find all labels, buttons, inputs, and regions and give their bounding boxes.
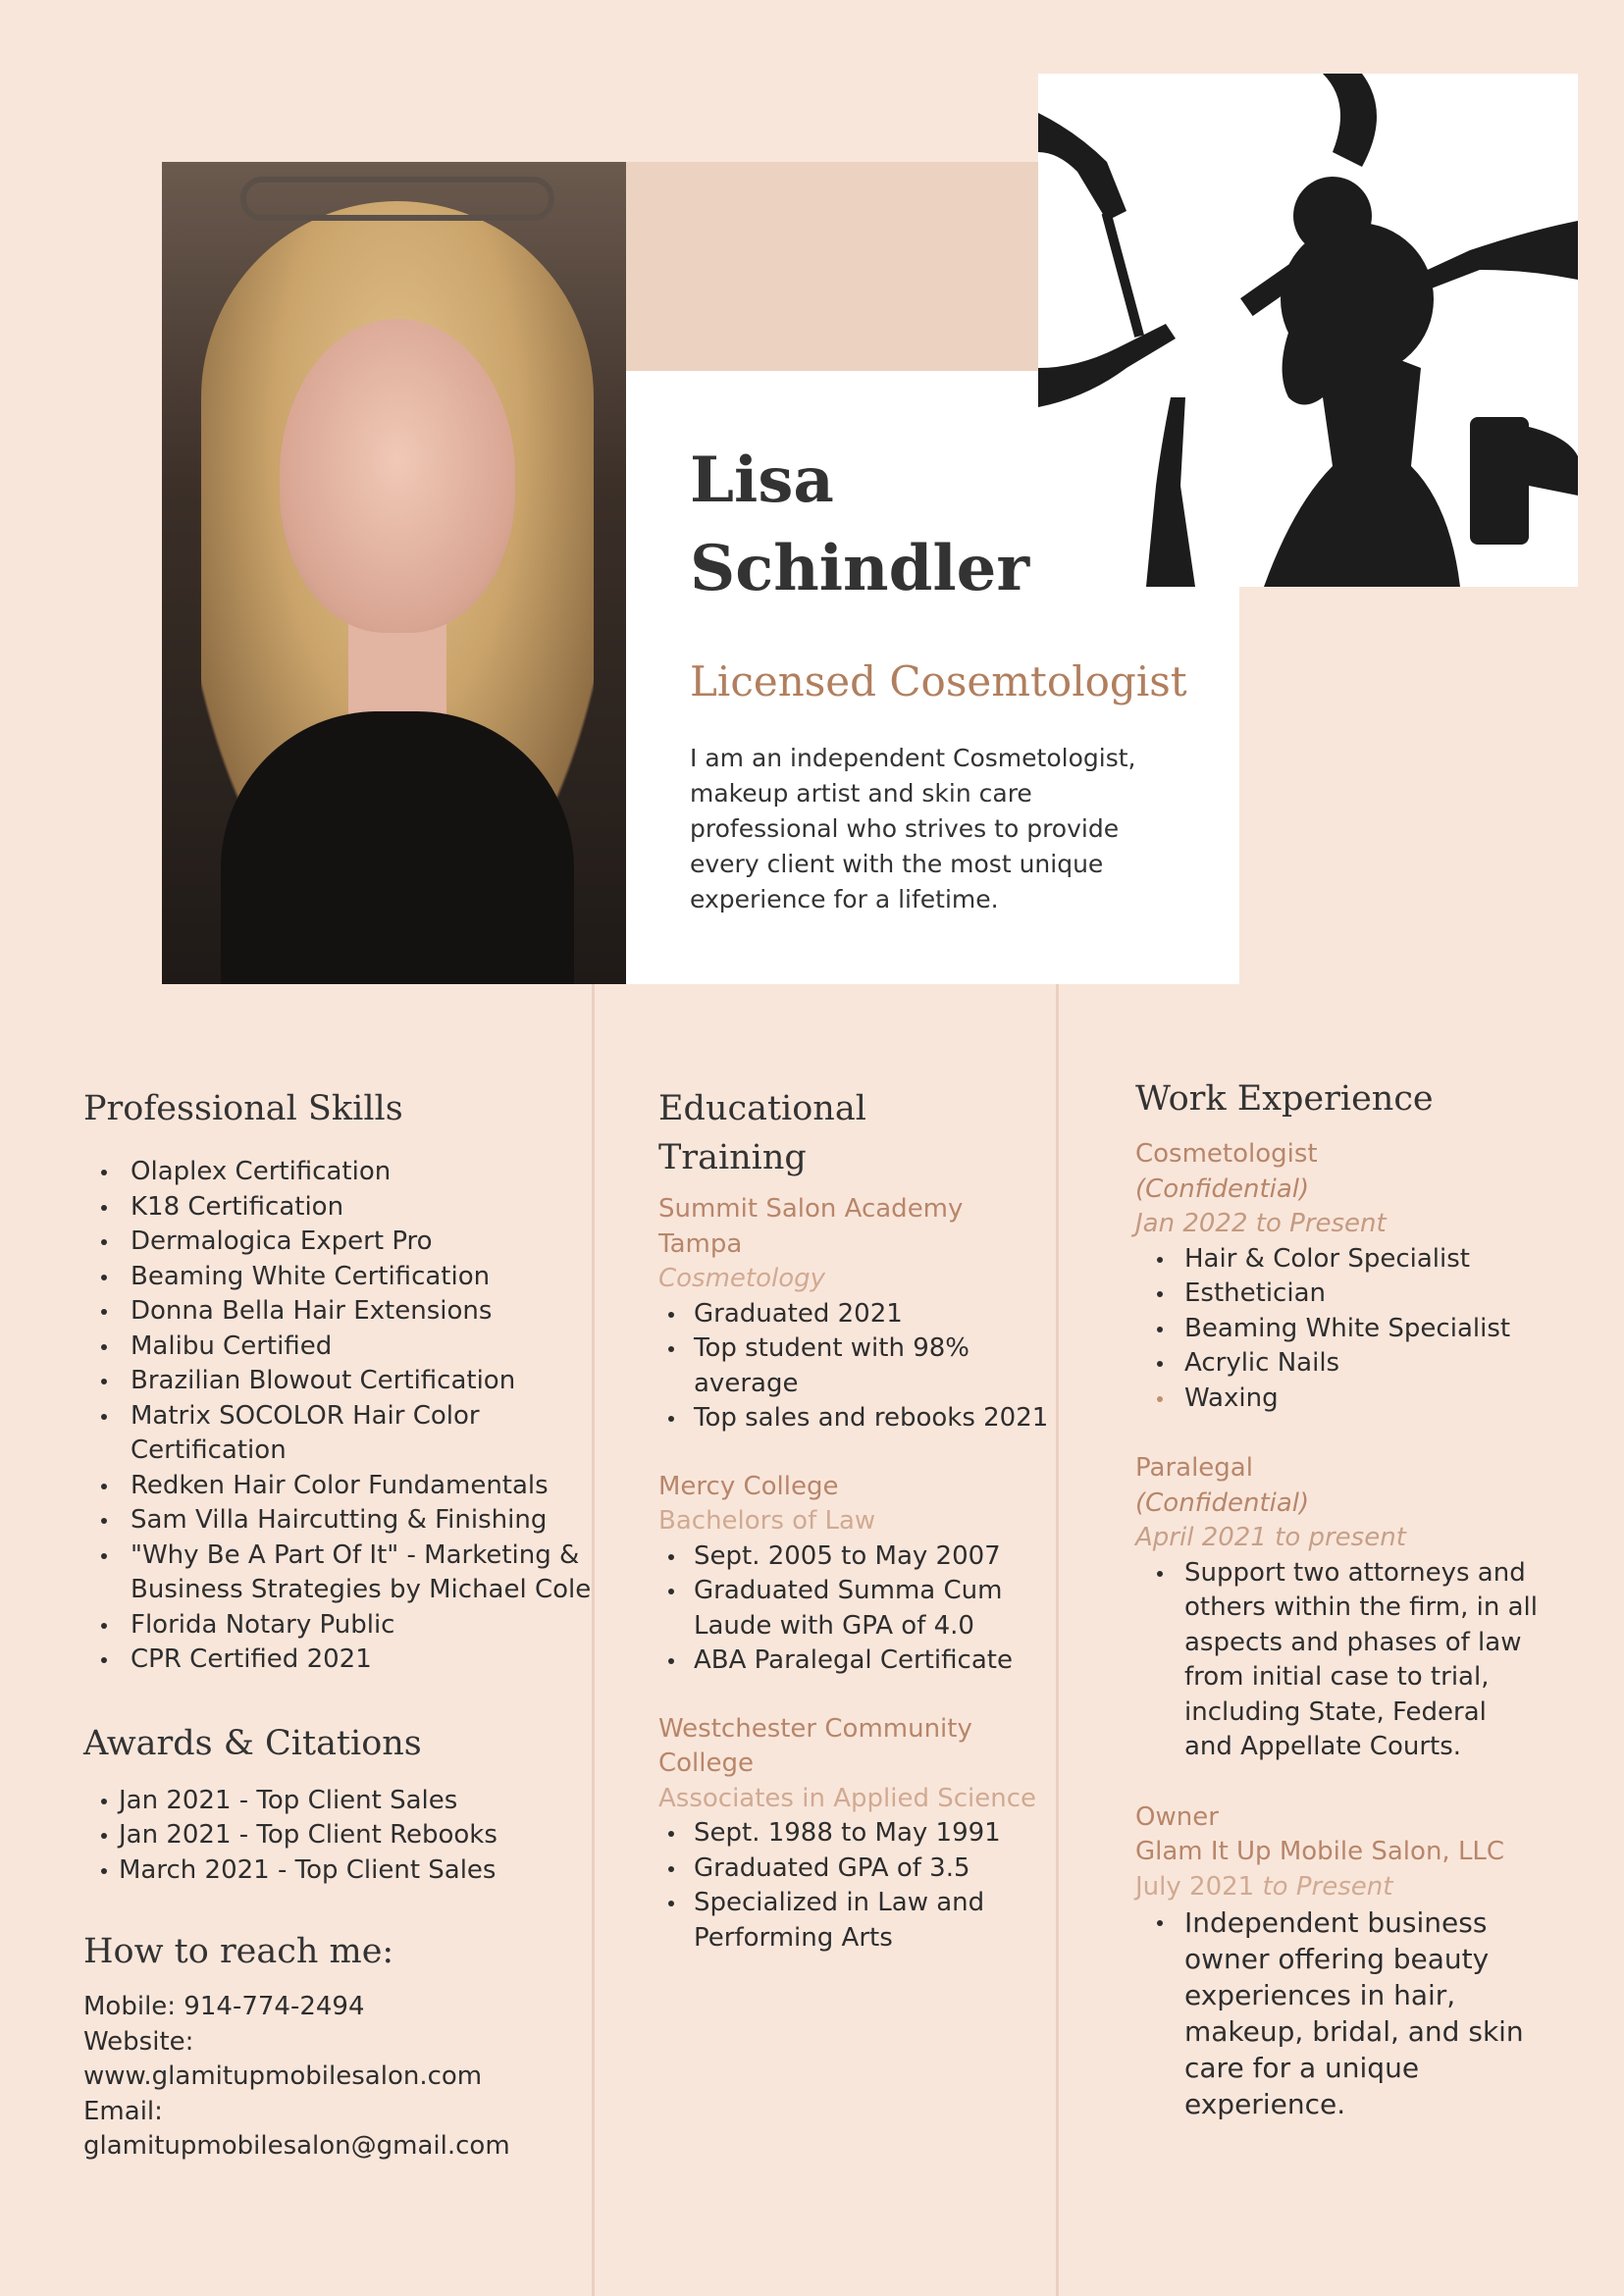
list-item: Donna Bella Hair Extensions [83, 1294, 594, 1330]
job-dates: April 2021 to present [1135, 1523, 1406, 1552]
work-heading: Work Experience [1135, 1079, 1434, 1119]
beauty-silhouette-illustration [1038, 74, 1578, 587]
job-title: Licensed Cosemtologist [690, 657, 1187, 705]
list-item: Beaming White Certification [83, 1260, 594, 1295]
list-item: ABA Paralegal Certificate [658, 1644, 1051, 1679]
list-item: Brazilian Blowout Certification [83, 1364, 594, 1399]
program-name: Associates in Applied Science [658, 1783, 1036, 1813]
job-details [1135, 1556, 1538, 1765]
last-name: Schindler [690, 532, 1030, 605]
awards-list [83, 1784, 594, 1889]
list-item: Graduated 2021 [658, 1297, 1051, 1332]
education-entry [658, 1712, 1051, 1957]
school-name: Westchester Community College [658, 1713, 972, 1778]
list-item: Jan 2021 - Top Client Sales [83, 1784, 594, 1819]
job-dates-start: July 2021 [1135, 1871, 1255, 1902]
skills-heading: Professional Skills [83, 1089, 403, 1128]
job-company: (Confidential) [1135, 1174, 1310, 1204]
list-item: Top sales and rebooks 2021 [658, 1401, 1051, 1436]
education-heading-line: Training [658, 1138, 807, 1177]
education-details [658, 1539, 1051, 1679]
list-item: Jan 2021 - Top Client Rebooks [83, 1818, 594, 1853]
decorative-tan-block [626, 162, 1038, 371]
list-item: Sam Villa Haircutting & Finishing [83, 1503, 594, 1539]
list-item: Top student with 98% average [658, 1331, 1051, 1401]
photo-sunglasses [240, 177, 554, 221]
list-item: CPR Certified 2021 [83, 1643, 594, 1678]
job-role: Paralegal [1135, 1453, 1253, 1483]
list-item: Support two attorneys and others within the firm, in all aspects and phases of law from initial case to trial, including State, Federal and Appellate Courts. [1135, 1556, 1538, 1765]
education-heading-line: Educational [658, 1089, 866, 1128]
list-item: Sept. 2005 to May 2007 [658, 1539, 1051, 1575]
left-column [83, 1084, 594, 2165]
job-entry [1135, 1800, 1538, 2123]
job-role: Owner [1135, 1801, 1219, 1832]
school-name: Summit Salon Academy Tampa [658, 1194, 964, 1259]
list-item: Specialized in Law and Performing Arts [658, 1886, 1051, 1956]
job-entry [1135, 1451, 1538, 1765]
job-details [1135, 1242, 1538, 1417]
program-name: Bachelors of Law [658, 1506, 876, 1536]
program-name: Cosmetology [658, 1264, 826, 1293]
job-company: Glam It Up Mobile Salon, LLC [1135, 1837, 1505, 1866]
list-item: Independent business owner offering beauty experiences in hair, makeup, bridal, and skin care for a unique experience. [1135, 1905, 1538, 2122]
list-item: Acrylic Nails [1135, 1346, 1538, 1382]
job-dates [1135, 1870, 1538, 1905]
school-name: Mercy College [658, 1471, 839, 1501]
middle-column [658, 1084, 1051, 1956]
list-item: "Why Be A Part Of It" - Marketing & Business Strategies by Michael Cole [83, 1539, 594, 1608]
contact-website-label: Website: [83, 2026, 194, 2057]
photo-top [221, 711, 574, 984]
skills-list [83, 1155, 594, 1678]
list-item: Malibu Certified [83, 1330, 594, 1365]
job-role: Cosmetologist [1135, 1139, 1318, 1169]
list-item: March 2021 - Top Client Sales [83, 1853, 594, 1889]
photo-face [280, 319, 515, 633]
contact-website[interactable]: www.glamitupmobilesalon.com [83, 2061, 483, 2091]
list-item: Hair & Color Specialist [1135, 1242, 1538, 1278]
list-item: Florida Notary Public [83, 1608, 594, 1644]
list-item: Esthetician [1135, 1277, 1538, 1312]
right-column [1135, 1074, 1538, 2122]
list-item: Beaming White Specialist [1135, 1312, 1538, 1347]
contact-block [83, 1990, 594, 2165]
list-item: Matrix SOCOLOR Hair Color Certification [83, 1399, 594, 1469]
candidate-name [690, 437, 1082, 613]
job-dates: Jan 2022 to Present [1135, 1209, 1387, 1238]
contact-email[interactable]: Email: glamitupmobilesalon@gmail.com [83, 2096, 510, 2161]
education-details [658, 1816, 1051, 1956]
list-item: Sept. 1988 to May 1991 [658, 1816, 1051, 1852]
education-entry [658, 1192, 1051, 1436]
job-dates-end: to Present [1254, 1871, 1393, 1902]
profile-summary: I am an independent Cosmetologist, makeup artist and skin care professional who strives to provide every client with the most unique experience for a lifetime. [690, 744, 1136, 913]
list-item: Redken Hair Color Fundamentals [83, 1469, 594, 1504]
education-entry [658, 1470, 1051, 1679]
education-details [658, 1297, 1051, 1436]
education-heading [658, 1084, 1051, 1182]
list-item: Olaplex Certification [83, 1155, 594, 1190]
job-company: (Confidential) [1135, 1487, 1310, 1518]
contact-heading: How to reach me: [83, 1932, 394, 1971]
list-item: K18 Certification [83, 1190, 594, 1226]
profile-photo [162, 162, 626, 984]
list-item: Dermalogica Expert Pro [83, 1225, 594, 1260]
list-item: Graduated Summa Cum Laude with GPA of 4.0 [658, 1574, 1051, 1644]
awards-heading: Awards & Citations [83, 1723, 422, 1763]
list-item: Waxing [1135, 1382, 1538, 1417]
contact-mobile: Mobile: 914-774-2494 [83, 1992, 365, 2021]
job-details [1135, 1905, 1538, 2122]
job-entry [1135, 1137, 1538, 1416]
column-divider [1056, 984, 1059, 2296]
list-item: Graduated GPA of 3.5 [658, 1852, 1051, 1887]
first-name: Lisa [690, 444, 834, 517]
silhouette-icon [1038, 74, 1578, 587]
